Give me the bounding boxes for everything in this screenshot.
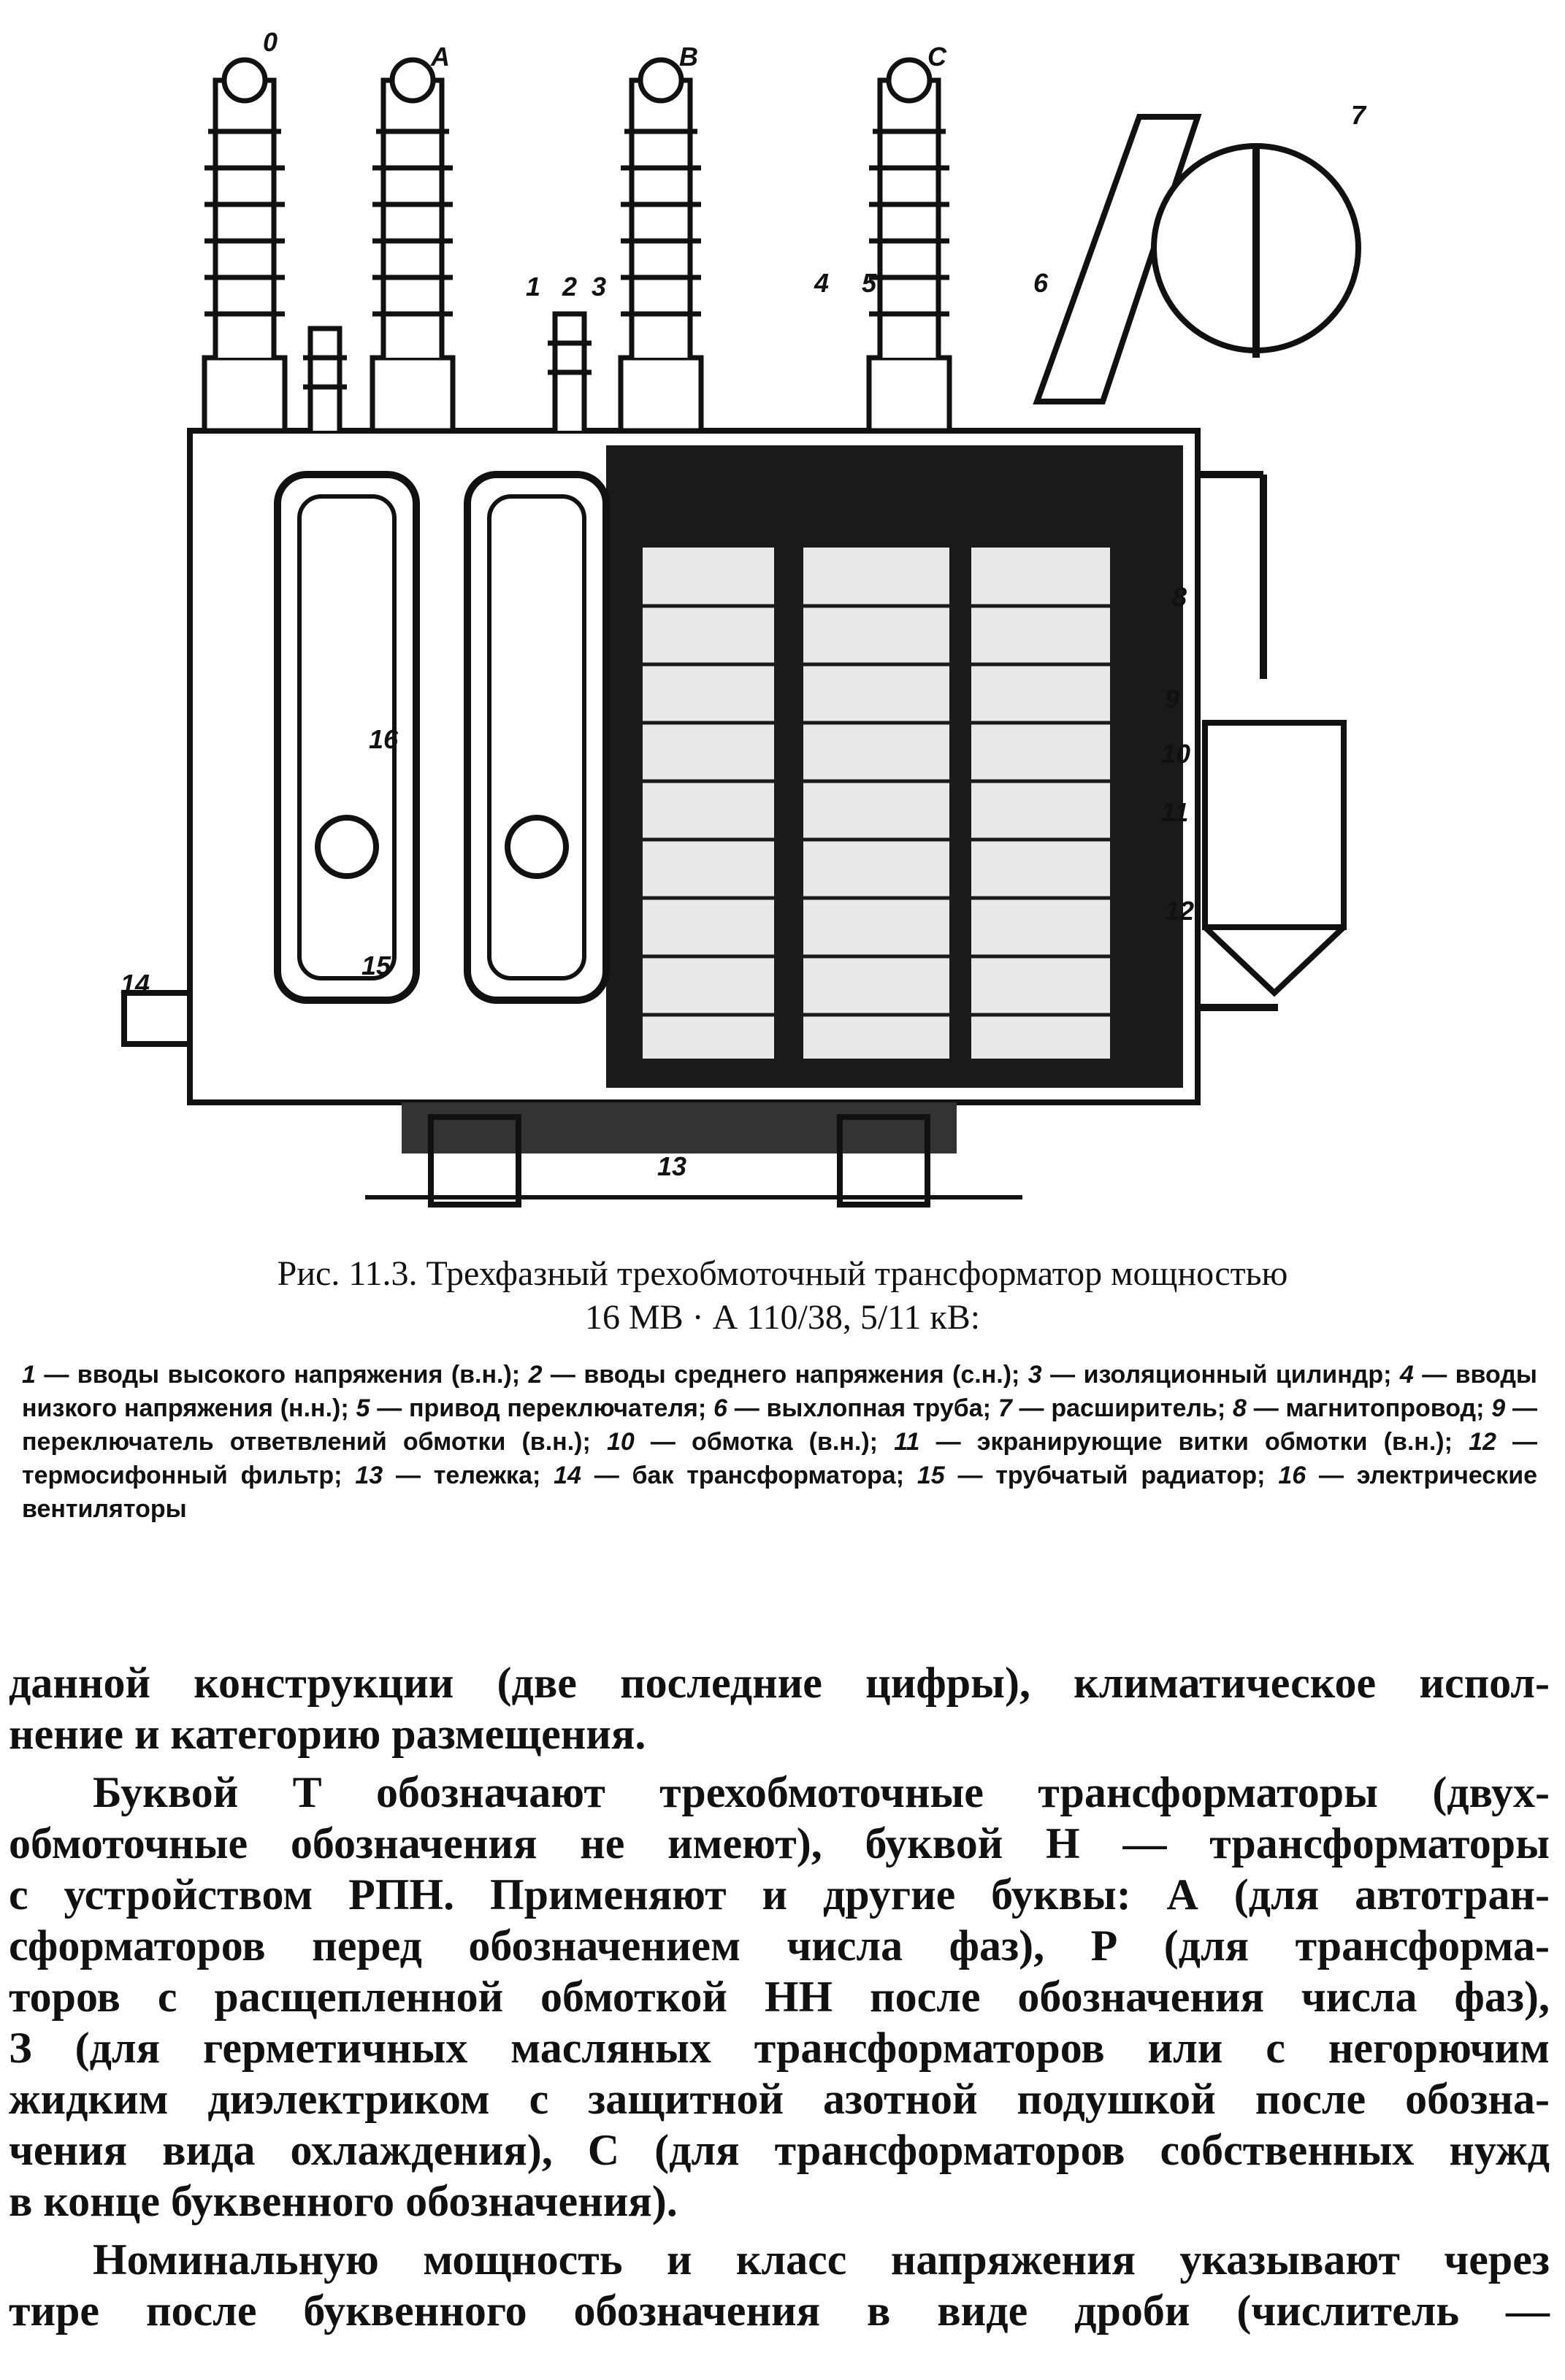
part-label-5: 5	[862, 268, 877, 298]
caption-line-1: Рис. 11.3. Трехфазный трехобмоточный трансформатор мощностью	[277, 1254, 1288, 1293]
legend-text-7: — расширитель;	[1019, 1394, 1226, 1422]
part-label-8: 8	[1172, 582, 1187, 612]
legend-num-8: 8	[1233, 1394, 1247, 1422]
part-label-3: 3	[592, 272, 607, 302]
body-text	[9, 1657, 1550, 2336]
bushing-C	[869, 60, 949, 431]
legend-num-7: 7	[998, 1394, 1012, 1422]
transformer-drawing	[120, 22, 1482, 1234]
legend-num-1: 1	[22, 1361, 36, 1389]
legend-num-2: 2	[528, 1361, 543, 1389]
legend-num-12: 12	[1469, 1428, 1496, 1456]
legend-text-10: — обмотка (в.н.);	[650, 1428, 878, 1456]
p2-line-2: обмоточные обозначения не имеют), буквой Н — трансформаторы	[9, 1819, 1550, 1867]
p3-line-1: Номинальную мощность и класс напряжения указывают через	[93, 2235, 1550, 2284]
legend-num-15: 15	[917, 1462, 945, 1489]
legend-text-8: — магнитопровод;	[1253, 1394, 1485, 1422]
legend-text-11: — экранирующие витки обмотки (в.н.);	[935, 1428, 1453, 1456]
terminal-label-A: A	[431, 42, 450, 72]
p2-line-5: торов с расщепленной обмоткой НН после обозначения числа фаз),	[9, 1973, 1550, 2021]
part-label-1: 1	[526, 272, 541, 302]
trolley	[402, 1102, 957, 1153]
part-label-11: 11	[1161, 797, 1189, 827]
part-label-7: 7	[1351, 100, 1366, 130]
part-label-14: 14	[120, 969, 150, 999]
legend-text-6: — выхлопная труба;	[734, 1394, 992, 1422]
bushing-mv-1	[303, 329, 347, 431]
p3-line-2: тире после буквенного обозначения в виде дроби (числитель —	[9, 2287, 1550, 2335]
p2-line-3: с устройством РПН. Применяют и другие буквы: А (для автотран-	[9, 1870, 1550, 1919]
legend-text-5: — привод переключателя;	[377, 1394, 707, 1422]
paragraph-2	[9, 1767, 1550, 2227]
legend-num-16: 16	[1278, 1462, 1306, 1489]
legend-num-9: 9	[1491, 1394, 1506, 1422]
legend-text-3: — изоляционный цилиндр;	[1050, 1361, 1392, 1389]
legend-text-13: — тележка;	[395, 1462, 541, 1489]
p2-line-8: чения вида охлаждения), С (для трансформаторов собственных нужд	[9, 2126, 1550, 2174]
part-label-12: 12	[1165, 896, 1195, 926]
legend-num-13: 13	[355, 1462, 383, 1489]
part-label-6: 6	[1033, 268, 1049, 298]
figure-legend	[22, 1358, 1537, 1526]
bushing-0	[204, 60, 285, 431]
caption-line-2: 16 МВ · А 110/38, 5/11 кВ:	[584, 1298, 981, 1337]
part-label-10: 10	[1161, 739, 1191, 769]
legend-text-2: — вводы среднего напряжения (с.н.);	[550, 1361, 1020, 1389]
drain-valve	[124, 993, 190, 1044]
legend-text-16: — электрические вентиляторы	[22, 1462, 1538, 1523]
part-label-15: 15	[361, 951, 391, 980]
part-label-4: 4	[814, 268, 830, 298]
transformer-figure	[120, 22, 1482, 1234]
legend-num-5: 5	[356, 1394, 370, 1422]
terminal-label-C: C	[927, 42, 946, 72]
part-label-9: 9	[1165, 684, 1180, 714]
bushing-B	[621, 60, 701, 431]
part-label-16: 16	[369, 724, 399, 754]
thermosiphon-filter	[1205, 723, 1344, 927]
legend-text-4: — вводы низкого напряжения (н.н.);	[22, 1361, 1537, 1422]
p2-line-7: жидким диэлектриком с защитной азотной подушкой после обозна-	[9, 2075, 1550, 2123]
legend-num-11: 11	[894, 1428, 920, 1456]
fan-right	[508, 818, 566, 876]
p2-line-1: Буквой Т обозначают трехобмоточные трансформаторы (двух-	[93, 1768, 1550, 1816]
legend-num-3: 3	[1028, 1361, 1042, 1389]
legend-text-1: — вводы высокого напряжения (в.н.);	[44, 1361, 521, 1389]
bushing-mv-2	[548, 314, 592, 431]
paragraph-3	[9, 2234, 1550, 2336]
legend-text-15: — трубчатый радиатор;	[957, 1462, 1266, 1489]
part-label-2: 2	[562, 272, 578, 302]
p1-line-2: нение и категорию размещения.	[9, 1710, 646, 1758]
legend-text-14: — бак трансформатора;	[594, 1462, 905, 1489]
part-label-13: 13	[657, 1151, 687, 1181]
paragraph-1	[9, 1657, 1550, 1759]
legend-num-14: 14	[554, 1462, 581, 1489]
legend-text-9: — переключатель ответвлений обмотки (в.н.);	[22, 1394, 1537, 1456]
legend-num-4: 4	[1399, 1361, 1414, 1389]
p1-line-1: данной конструкции (две последние цифры), климатическое испол-	[9, 1659, 1550, 1707]
legend-num-10: 10	[606, 1428, 635, 1456]
fan-left	[318, 818, 376, 876]
legend-text-12: — термосифонный фильтр;	[22, 1428, 1538, 1489]
bushing-A	[372, 60, 453, 431]
figure-caption	[0, 1252, 1565, 1340]
terminal-label-B: B	[679, 42, 698, 72]
p2-line-6: З (для герметичных масляных трансформаторов или с негорючим	[9, 2024, 1550, 2072]
p2-line-9: в конце буквенного обозначения).	[9, 2177, 678, 2225]
p2-line-4: сформаторов перед обозначением числа фаз), Р (для трансформа-	[9, 1922, 1550, 1970]
legend-num-6: 6	[713, 1394, 727, 1422]
terminal-label-0: 0	[263, 27, 278, 57]
